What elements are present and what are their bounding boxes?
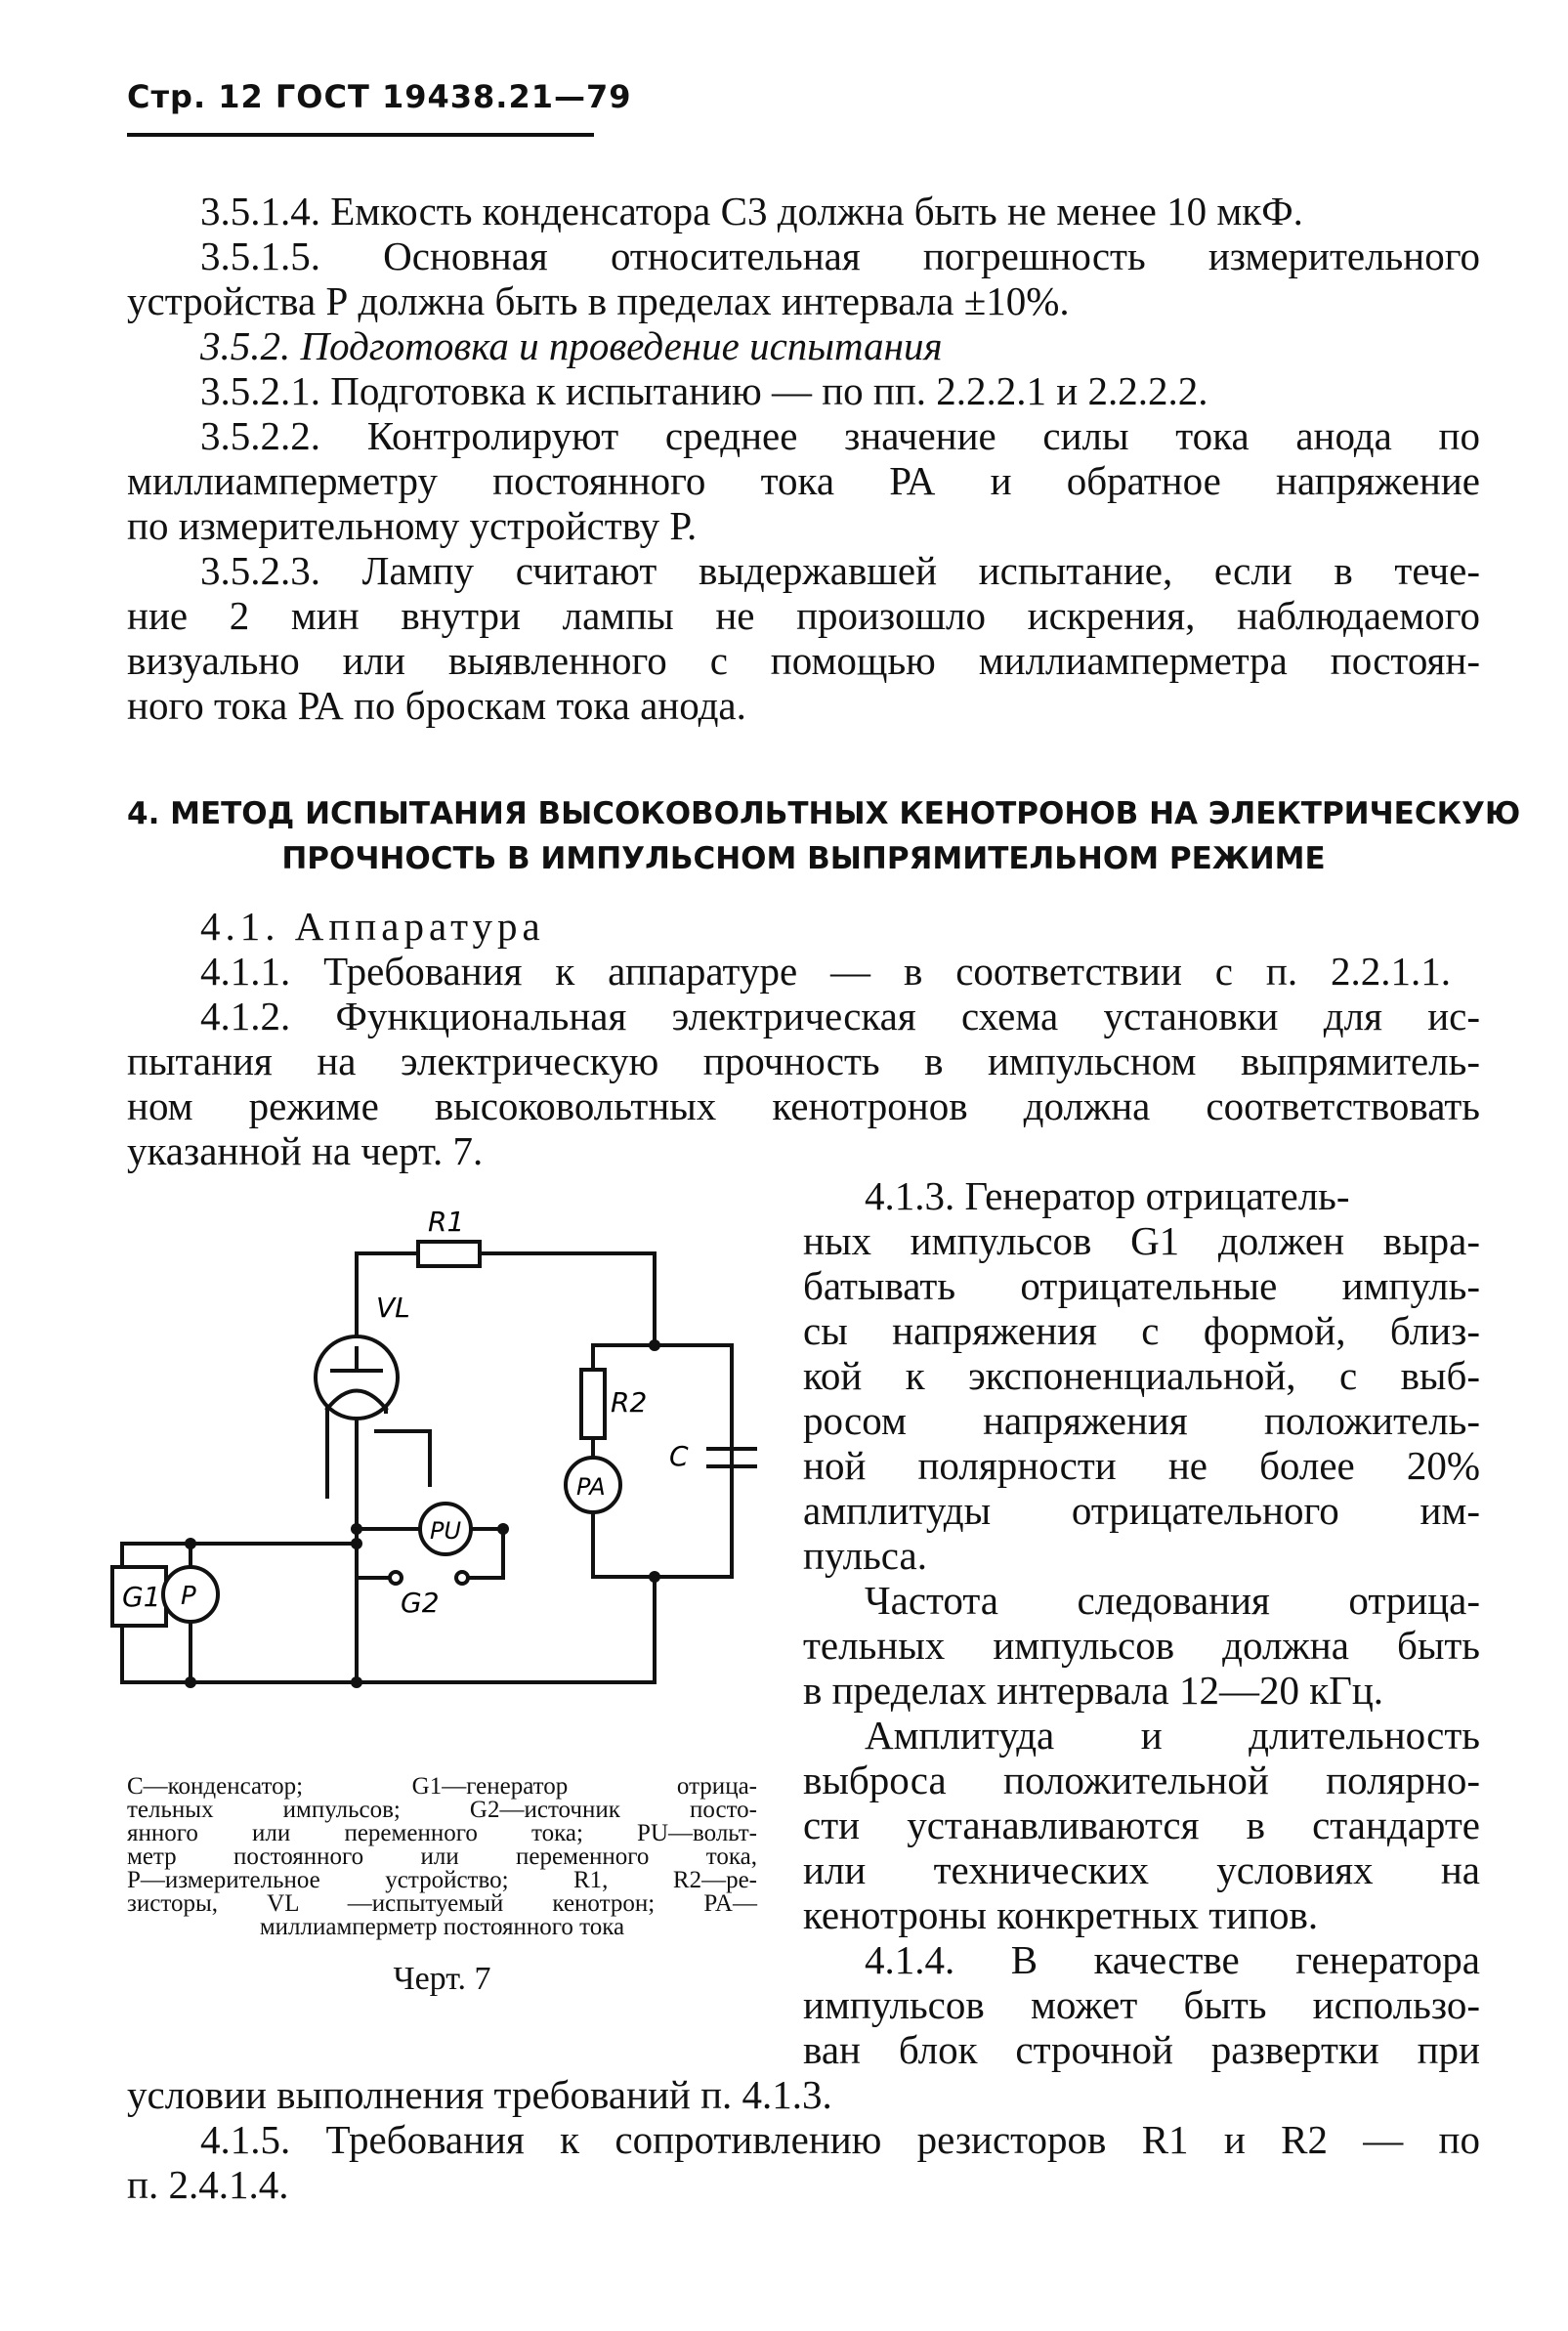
rc-line-13: Амплитуда и длительность: [865, 1713, 1480, 1758]
rc-line-6: росом напряжения положитель-: [803, 1398, 1480, 1443]
label-r1: R1: [428, 1206, 465, 1238]
junction-5: [649, 1339, 660, 1351]
caption-line-5: Р—измерительное устройство; R1, R2—ре-: [127, 1867, 757, 1893]
junction-3: [185, 1676, 196, 1688]
para-4-1-2-line3: ном режиме высоковольтных кенотронов должна соответствовать: [127, 1083, 1480, 1128]
rc-line-10: Частота следования отрица-: [865, 1578, 1480, 1623]
rc-line-20: ван блок строчной развертки при: [803, 2027, 1480, 2072]
para-4-1-2-line1: 4.1.2. Функциональная электрическая схема установки для ис-: [200, 994, 1480, 1038]
para-4-1-2-line4: указанной на черт. 7.: [127, 1128, 484, 1173]
wire-tube-right: [376, 1409, 430, 1485]
label-g2: G2: [401, 1587, 440, 1619]
label-vl: VL: [376, 1292, 410, 1324]
rc-line-16: или технических условиях на: [803, 1847, 1480, 1892]
caption-line-6: зисторы, VL —испытуемый кенотрон; PA—: [127, 1890, 757, 1917]
junction-8: [497, 1523, 509, 1535]
rc-line-1: 4.1.3. Генератор отрицатель-: [865, 1173, 1350, 1218]
rc-line-12: в пределах интервала 12—20 кГц.: [803, 1668, 1384, 1713]
terminal-g2-left: [390, 1572, 402, 1584]
caption-line-4: метр постоянного или переменного тока,: [127, 1844, 757, 1870]
label-pa: PA: [576, 1473, 606, 1501]
bottom-line-1: условии выполнения требований п. 4.1.3.: [127, 2072, 832, 2117]
label-r2: R2: [611, 1386, 648, 1419]
wire-r1-right: [480, 1253, 655, 1345]
para-3-5-2-3-line1: 3.5.2.3. Лампу считают выдержавшей испытание, если в тече-: [200, 548, 1480, 593]
rc-line-7: ной полярности не более 20%: [803, 1443, 1480, 1488]
wire-right-loop: [593, 1345, 732, 1577]
rc-line-18: 4.1.4. В качестве генератора: [865, 1937, 1480, 1982]
rc-line-2: ных импульсов G1 должен выра-: [803, 1218, 1480, 1263]
section-4-title-line2: ПРОЧНОСТЬ В ИМПУЛЬСНОМ ВЫПРЯМИТЕЛЬНОМ РЕЖИМЕ: [281, 841, 1326, 876]
label-g1: G1: [122, 1581, 161, 1613]
para-3-5-1-4: 3.5.1.4. Емкость конденсатора С3 должна быть не менее 10 мкФ.: [200, 189, 1303, 233]
rc-line-14: выброса положительной полярно-: [803, 1758, 1480, 1802]
junction-6: [649, 1571, 660, 1583]
rc-line-19: импульсов может быть использо-: [803, 1982, 1480, 2027]
para-3-5-2-2-line1: 3.5.2.2. Контролируют среднее значение силы тока анода по: [200, 413, 1480, 458]
caption-line-3: янного или переменного тока; PU—вольт-: [127, 1820, 757, 1846]
junction-2: [185, 1538, 196, 1549]
rc-line-8: амплитуды отрицательного им-: [803, 1488, 1480, 1533]
caption-line-2: тельных импульсов; G2—источник посто-: [127, 1797, 757, 1823]
rc-line-3: батывать отрицательные импуль-: [803, 1263, 1480, 1308]
circuit-diagram: [122, 1192, 772, 1700]
para-3-5-2-3-line4: ного тока РА по броскам тока анода.: [127, 683, 746, 728]
para-4-1-5-line1: 4.1.5. Требования к сопротивлению резисторов R1 и R2 — по: [200, 2117, 1480, 2162]
para-4-1-5-line2: п. 2.4.1.4.: [127, 2162, 289, 2207]
page-header: Стр. 12 ГОСТ 19438.21—79: [127, 78, 632, 115]
junction-7: [351, 1523, 362, 1535]
para-3-5-2-2-line3: по измерительному устройству Р.: [127, 503, 698, 548]
para-3-5-2-2-line2: миллиамперметру постоянного тока РА и обратное напряжение: [127, 458, 1480, 503]
label-pu: PU: [430, 1517, 462, 1545]
wire-pu-right: [467, 1529, 503, 1578]
rc-line-11: тельных импульсов должна быть: [803, 1623, 1480, 1668]
rc-line-15: сти устанавливаются в стандарте: [803, 1802, 1480, 1847]
rc-line-17: кенотроны конкретных типов.: [803, 1892, 1319, 1937]
para-4-1-1: 4.1.1. Требования к аппаратуре — в соответствии с п. 2.2.1.1.: [200, 949, 1451, 994]
para-3-5-2-3-line3: визуально или выявленного с помощью миллиамперметра постоян-: [127, 638, 1480, 683]
para-3-5-2-heading: 3.5.2. Подготовка и проведение испытания: [200, 323, 943, 368]
para-3-5-2-1: 3.5.2.1. Подготовка к испытанию — по пп. 2.2.2.1 и 2.2.2.2.: [200, 368, 1208, 413]
caption-line-1: С—конденсатор; G1—генератор отрица-: [127, 1773, 757, 1800]
label-p: P: [181, 1582, 196, 1611]
resistor-r1: [418, 1242, 480, 1266]
junction-4: [351, 1676, 362, 1688]
para-3-5-1-5-line2: устройства Р должна быть в пределах интервала ±10%.: [127, 278, 1070, 323]
rc-line-4: сы напряжения с формой, близ-: [803, 1308, 1480, 1353]
section-4-title-line1: 4. МЕТОД ИСПЫТАНИЯ ВЫСОКОВОЛЬТНЫХ КЕНОТРОНОВ НА ЭЛЕКТРИЧЕСКУЮ: [127, 796, 1521, 831]
caption-line-7: миллиамперметр постоянного тока: [259, 1914, 625, 1940]
para-4-1-2-line2: пытания на электрическую прочность в импульсном выпрямитель-: [127, 1038, 1480, 1083]
rc-line-5: кой к экспоненциальной, с выб-: [803, 1353, 1480, 1398]
junction-1: [351, 1538, 362, 1549]
rc-line-9: пульса.: [803, 1533, 927, 1578]
para-4-1: 4.1. Аппаратура: [200, 904, 545, 949]
figure-number: Черт. 7: [393, 1961, 491, 1997]
header-rule: [127, 133, 594, 137]
label-c: C: [669, 1440, 689, 1472]
terminal-g2-right: [456, 1572, 468, 1584]
resistor-r2: [581, 1370, 605, 1438]
para-3-5-1-5-line1: 3.5.1.5. Основная относительная погрешность измерительного: [200, 233, 1480, 278]
wire-pu-left: [357, 1529, 389, 1578]
para-3-5-2-3-line2: ние 2 мин внутри лампы не произошло искрения, наблюдаемого: [127, 593, 1480, 638]
